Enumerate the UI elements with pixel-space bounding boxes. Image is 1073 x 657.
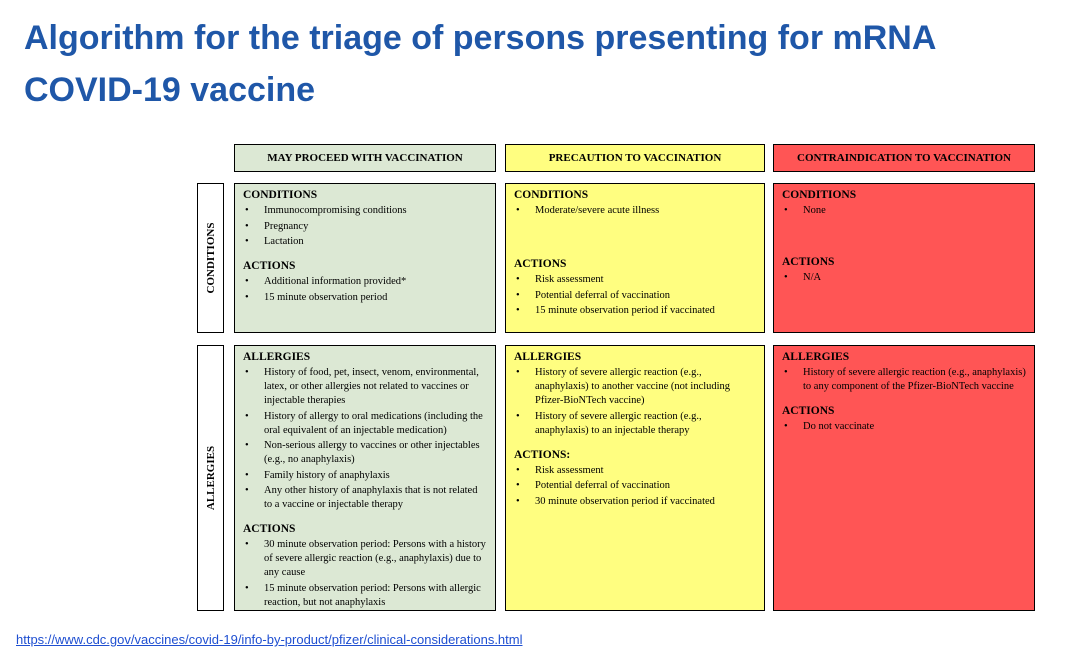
row-label-text: ALLERGIES — [204, 445, 217, 511]
list-item: • None — [782, 204, 1026, 218]
row-label-allergies — [197, 345, 224, 611]
section-heading: ALLERGIES — [243, 351, 311, 363]
row-label-conditions — [197, 183, 224, 333]
section-heading: CONDITIONS — [514, 189, 589, 201]
list-item: • History of severe allergic reaction (e.g., anaphylaxis) to another vaccine (not including Pfizer-BioNTech vaccine) — [514, 366, 756, 408]
section-heading: ACTIONS — [782, 405, 835, 417]
bullet-list — [243, 366, 487, 512]
bullet-list — [782, 204, 1026, 218]
column-header-proceed — [234, 144, 496, 172]
bullet-list — [782, 366, 1026, 394]
list-item: • Moderate/severe acute illness — [514, 204, 756, 218]
section-heading: ACTIONS — [243, 260, 296, 272]
list-item: • Do not vaccinate — [782, 420, 1026, 434]
section-heading: CONDITIONS — [243, 189, 318, 201]
bullet-list — [514, 204, 756, 218]
list-item: • 15 minute observation period if vaccinated — [514, 304, 756, 318]
page-title: Algorithm for the triage of persons presenting for mRNA COVID-19 vaccine — [24, 19, 936, 109]
row-label-text: CONDITIONS — [204, 222, 217, 294]
bullet-list — [514, 273, 756, 318]
list-item: • History of severe allergic reaction (e.g., anaphylaxis) to an injectable therapy — [514, 410, 756, 438]
column-header-precaution — [505, 144, 765, 172]
list-item: • 15 minute observation period: Persons with allergic reaction, but not anaphylaxis — [243, 582, 487, 610]
list-item: • Lactation — [243, 235, 487, 249]
bullet-list — [514, 464, 756, 509]
bullet-list — [243, 275, 487, 305]
section-heading: ALLERGIES — [514, 351, 582, 363]
section-heading: ACTIONS — [514, 258, 567, 270]
cell-conditions-precaution — [505, 183, 765, 333]
cell-conditions-proceed — [234, 183, 496, 333]
section-heading: ACTIONS: — [514, 448, 571, 461]
list-item: • History of food, pet, insect, venom, environmental, latex, or other allergies not related to vaccines or injectable therapies — [243, 366, 487, 408]
cell-allergies-proceed — [234, 345, 496, 611]
list-item: • Immunocompromising conditions — [243, 204, 487, 218]
column-header-label: CONTRAINDICATION TO VACCINATION — [797, 152, 1011, 164]
cell-allergies-contraindication — [773, 345, 1035, 611]
cell-allergies-precaution — [505, 345, 765, 611]
list-item: • Family history of anaphylaxis — [243, 469, 487, 483]
cell-conditions-contraindication — [773, 183, 1035, 333]
bullet-list — [243, 204, 487, 249]
source-link[interactable]: https://www.cdc.gov/vaccines/covid-19/info-by-product/pfizer/clinical-considerations.html — [16, 632, 523, 647]
bullet-list — [243, 538, 487, 610]
list-item: • Pregnancy — [243, 220, 487, 234]
list-item: • Risk assessment — [514, 464, 756, 478]
bullet-list — [782, 420, 1026, 434]
list-item: • 15 minute observation period — [243, 291, 487, 305]
list-item: • Potential deferral of vaccination — [514, 479, 756, 493]
section-heading: ACTIONS — [782, 256, 835, 268]
column-header-label: MAY PROCEED WITH VACCINATION — [267, 152, 463, 164]
column-header-contraindication — [773, 144, 1035, 172]
bullet-list — [514, 366, 756, 438]
list-item: • History of severe allergic reaction (e.g., anaphylaxis) to any component of the Pfizer-BioNTech vaccine — [782, 366, 1026, 394]
list-item: • Non-serious allergy to vaccines or other injectables (e.g., no anaphylaxis) — [243, 439, 487, 467]
list-item: • Potential deferral of vaccination — [514, 289, 756, 303]
bullet-list — [782, 271, 1026, 285]
list-item: • 30 minute observation period if vaccinated — [514, 495, 756, 509]
list-item: • Risk assessment — [514, 273, 756, 287]
list-item: • Any other history of anaphylaxis that is not related to a vaccine or injectable therapy — [243, 484, 487, 512]
list-item: • History of allergy to oral medications (including the oral equivalent of an injectable medication) — [243, 410, 487, 438]
list-item: • 30 minute observation period: Persons with a history of severe allergic reaction (e.g., anaphylaxis) due to any cause — [243, 538, 487, 580]
section-heading: ALLERGIES — [782, 351, 850, 363]
section-heading: CONDITIONS — [782, 189, 857, 201]
list-item: • N/A — [782, 271, 1026, 285]
section-heading: ACTIONS — [243, 523, 296, 535]
list-item: • Additional information provided* — [243, 275, 487, 289]
column-header-label: PRECAUTION TO VACCINATION — [548, 152, 722, 164]
